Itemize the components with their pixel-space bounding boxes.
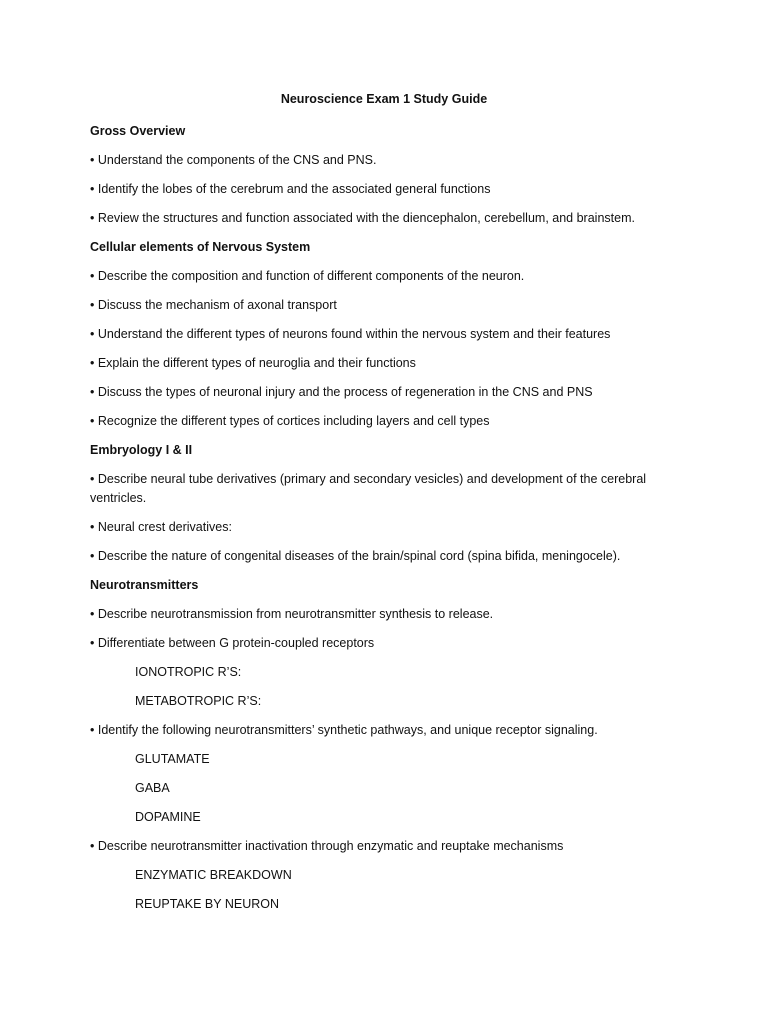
list-item: • Discuss the types of neuronal injury and the process of regeneration in the CNS and PNS (90, 385, 593, 399)
sub-list-item: REUPTAKE BY NEURON (135, 897, 280, 911)
list-item: • Understand the different types of neurons found within the nervous system and their features (90, 327, 611, 341)
list-item: • Describe neural tube derivatives (primary and secondary vesicles) and development of the cerebral ventricles. (90, 472, 647, 505)
section-heading-gross-overview: Gross Overview (90, 124, 186, 138)
list-item: • Recognize the different types of cortices including layers and cell types (90, 414, 490, 428)
section-heading-neurotransmitters: Neurotransmitters (90, 578, 199, 592)
list-item: • Neural crest derivatives: (90, 520, 232, 534)
sub-list-item: ENZYMATIC BREAKDOWN (135, 868, 292, 882)
sub-list-item: METABOTROPIC R’S: (135, 694, 262, 708)
list-item: • Identify the following neurotransmitters’ synthetic pathways, and unique receptor signaling. (90, 723, 598, 737)
section-heading-embryology: Embryology I & II (90, 443, 193, 457)
document-title: Neuroscience Exam 1 Study Guide (280, 92, 488, 106)
list-item: • Describe the nature of congenital diseases of the brain/spinal cord (spina bifida, meningocele). (90, 549, 621, 563)
sub-list-item: GLUTAMATE (135, 752, 210, 766)
list-item: • Describe neurotransmission from neurotransmitter synthesis to release. (90, 607, 494, 621)
list-item: • Describe neurotransmitter inactivation through enzymatic and reuptake mechanisms (90, 839, 564, 853)
sub-list-item: GABA (135, 781, 170, 795)
document-body (90, 122, 670, 924)
sub-list-item: DOPAMINE (135, 810, 201, 824)
list-item: • Identify the lobes of the cerebrum and the associated general functions (90, 182, 491, 196)
list-item: • Explain the different types of neuroglia and their functions (90, 356, 416, 370)
list-item: • Differentiate between G protein-coupled receptors (90, 636, 375, 650)
list-item: • Describe the composition and function of different components of the neuron. (90, 269, 525, 283)
sub-list-item: IONOTROPIC R’S: (135, 665, 242, 679)
list-item: • Review the structures and function associated with the diencephalon, cerebellum, and brainstem. (90, 211, 635, 225)
list-item: • Discuss the mechanism of axonal transport (90, 298, 337, 312)
list-item: • Understand the components of the CNS and PNS. (90, 153, 377, 167)
section-heading-cellular-elements: Cellular elements of Nervous System (90, 240, 311, 254)
